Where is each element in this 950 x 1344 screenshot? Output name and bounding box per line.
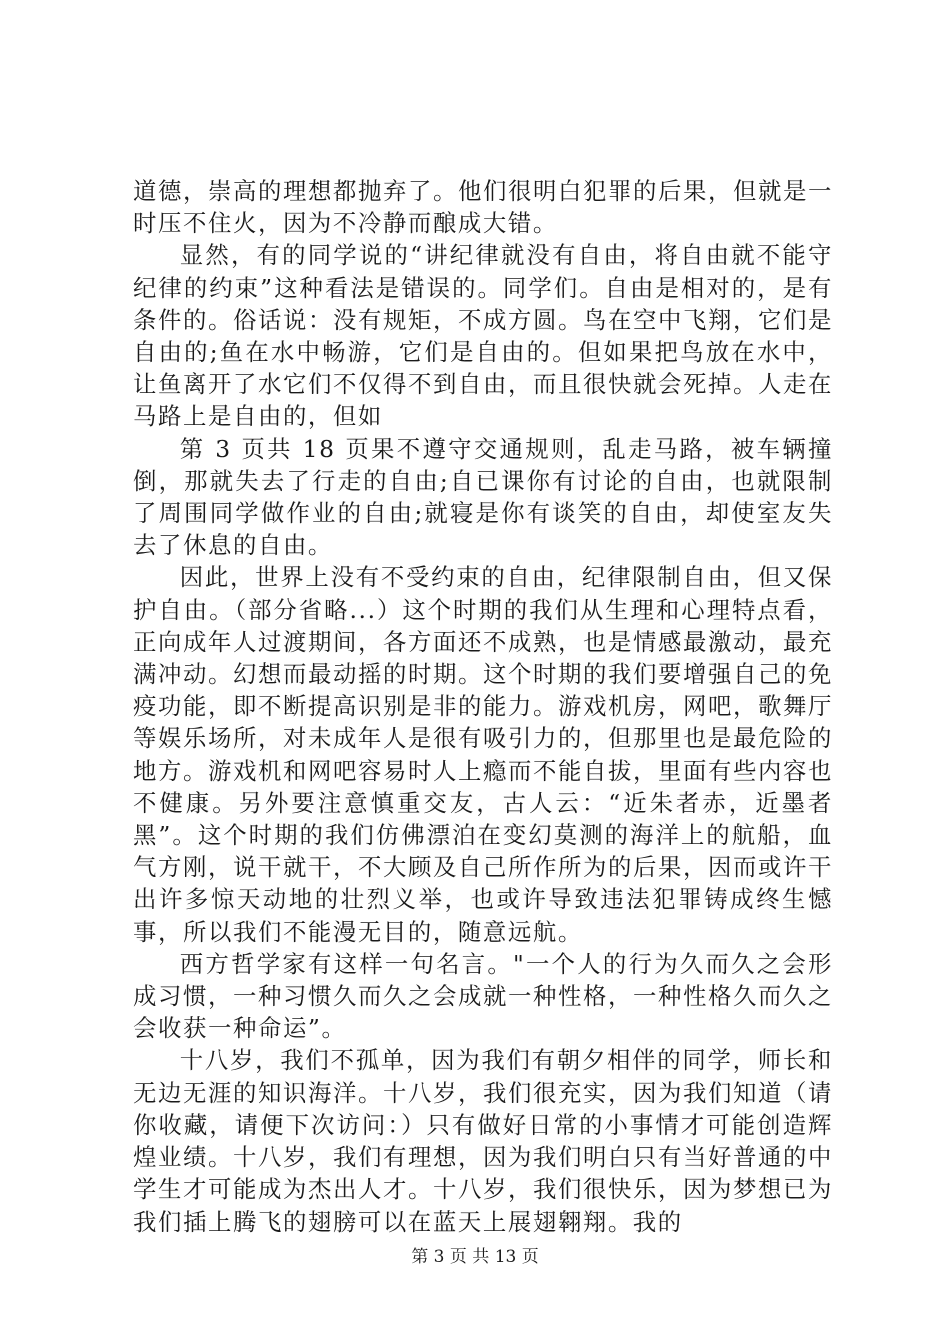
paragraph: 西方哲学家有这样一句名言。"一个人的行为久而久之会形成习惯，一种习惯久而久之会成就一种性格，一种性格久而久之会收获一种命运”。 — [133, 949, 833, 1043]
paragraph: 第 3 页共 18 页果不遵守交通规则，乱走马路，被车辆撞倒，那就失去了行走的自由;自已课你有讨论的自由，也就限制了周围同学做作业的自由;就寝是你有谈笑的自由，却使室友失去了休息的自由。 — [133, 434, 833, 560]
page-footer: 第 3 页 共 13 页 — [411, 1247, 539, 1267]
paragraph: 显然，有的同学说的“讲纪律就没有自由，将自由就不能守纪律的约束”这种看法是错误的。同学们。自由是相对的，是有条件的。俗话说：没有规矩，不成方圆。鸟在空中飞翔，它们是自由的;鱼在水中畅游，它们是自由的。但如果把鸟放在水中，让鱼离开了水它们不仅得不到自由，而且很快就会死掉。人走在马路上是自由的，但如 — [133, 241, 833, 431]
paragraph-continuation: 道德，崇高的理想都抛弃了。他们很明白犯罪的后果，但就是一时压不住火，因为不冷静而酿成大错。 — [133, 177, 833, 238]
paragraph: 十八岁，我们不孤单，因为我们有朝夕相伴的同学，师长和无边无涯的知识海洋。十八岁，我们很充实，因为我们知道（请你收藏，请便下次访问：）只有做好日常的小事情才可能创造辉煌业绩。十八岁，我们有理想，因为我们明白只有当好普通的中学生才可能成为杰出人才。十八岁，我们很快乐，因为梦想已为我们插上腾飞的翅膀可以在蓝天上展翅翱翔。我的 — [133, 1046, 833, 1236]
document-body — [133, 175, 833, 1238]
paragraph: 因此，世界上没有不受约束的自由，纪律限制自由，但又保护自由。（部分省略...）这个时期的我们从生理和心理特点看，正向成年人过渡期间，各方面还不成熟，也是情感最激动，最充满冲动。幻想而最动摇的时期。这个时期的我们要增强自己的免疫功能，即不断提高识别是非的能力。游戏机房，网吧，歌舞厅等娱乐场所，对未成年人是很有吸引力的，但那里也是最危险的地方。游戏机和网吧容易时人上瘾而不能自拔，里面有些内容也不健康。另外要注意慎重交友，古人云：“近朱者赤，近墨者黑”。这个时期的我们仿佛漂泊在变幻莫测的海洋上的航船，血气方刚，说干就干，不大顾及自己所作所为的后果，因而或许干出许多惊天动地的壮烈义举，也或许导致违法犯罪铸成终生憾事，所以我们不能漫无目的，随意远航。 — [133, 563, 833, 946]
